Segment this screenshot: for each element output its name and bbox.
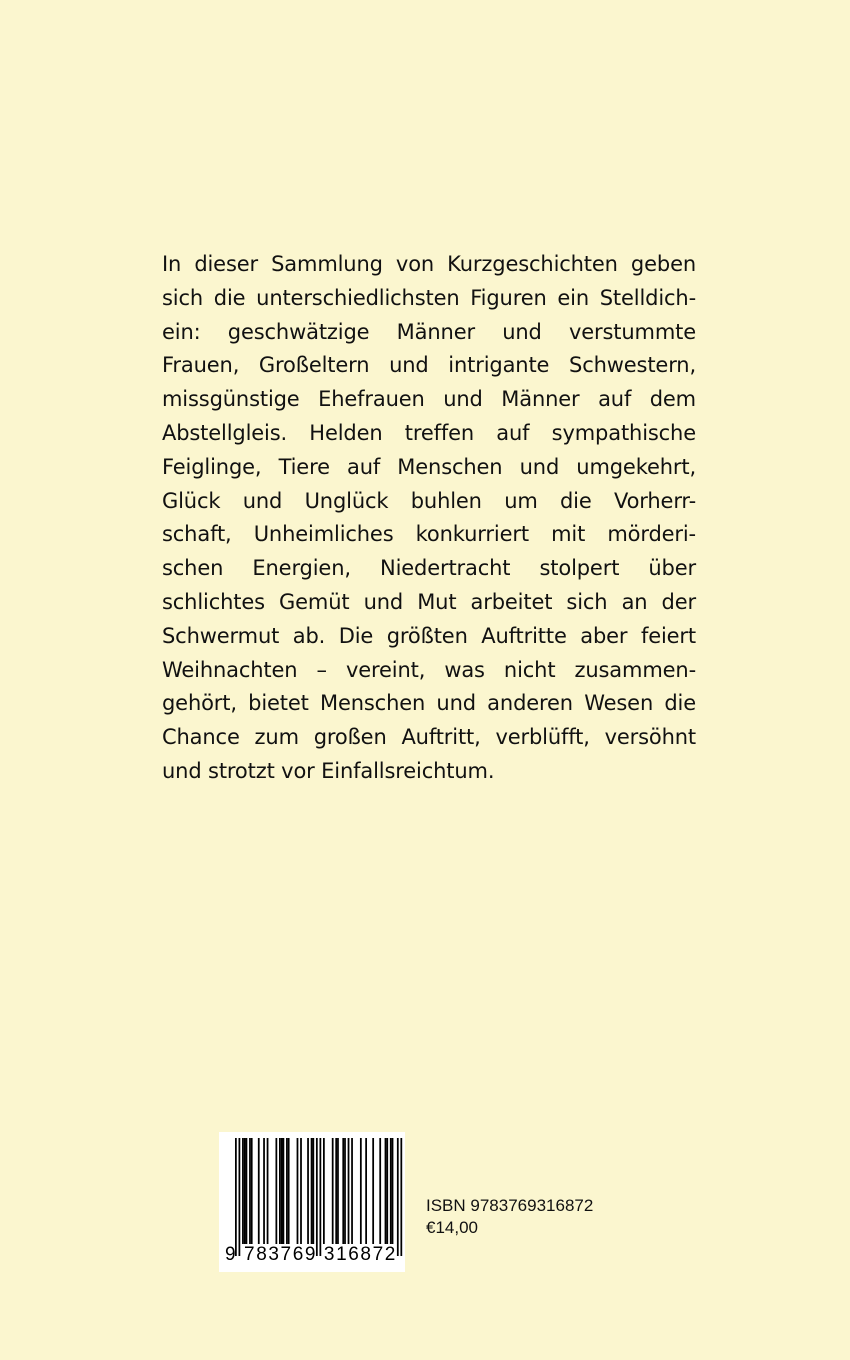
barcode-bar [242,1138,244,1244]
barcode-bar [348,1138,350,1244]
blurb-line: schlichtes Gemüt und Mut arbeitet sich an der [162,589,696,614]
barcode-bar [351,1138,353,1244]
blurb-line: Schwermut ab. Die größten Auftritte aber feiert [162,623,696,648]
blurb-line: und strotzt vor Einfallsreichtum. [162,758,495,783]
price-label: €14,00 [426,1218,478,1237]
barcode-bar [281,1138,283,1244]
barcode-bar [283,1138,285,1244]
barcode-bar [244,1138,246,1244]
barcode-bar [397,1138,399,1256]
isbn-label: ISBN 9783769316872 [426,1196,594,1215]
blurb-line: In dieser Sammlung von Kurzgeschichten geben [162,252,696,276]
barcode-bar [372,1138,374,1244]
barcode-digits: 9 783769 316872 [225,1244,397,1265]
blurb-line: schaft, Unheimliches konkurriert mit mörderi- [162,522,696,547]
barcode-bar [400,1138,402,1256]
blurb-line: missgünstige Ehefrauen und Männer auf dem [162,387,696,412]
barcode-bar [390,1138,392,1244]
barcode-bar [312,1138,314,1244]
blurb-line: Abstellgleis. Helden treffen auf sympathische [162,420,696,445]
barcode-bar [342,1138,344,1244]
barcode-bar [288,1138,290,1244]
blurb-line: gehört, bietet Menschen und anderen Wesen die [162,691,696,716]
barcode-bar [360,1138,362,1244]
barcode-bar [307,1138,309,1244]
blurb-line: Feiglinge, Tiere auf Menschen und umgekehrt, [162,454,696,479]
barcode-bar [275,1138,277,1244]
barcode-bar [332,1138,334,1244]
barcode-bar [263,1138,265,1244]
barcode-bar [337,1138,339,1244]
barcode-bar [319,1138,321,1256]
barcode-bar [251,1138,253,1244]
barcode-bar [344,1138,346,1244]
isbn-info [426,1195,593,1239]
barcode-bar [323,1138,325,1244]
blurb-line: sich die unterschiedlichsten Figuren ein Stelldich- [162,285,696,310]
barcode-bar [239,1138,241,1256]
blurb-line: Weihnachten – vereint, was nicht zusammen- [162,657,696,682]
blurb-line: Frauen, Großeltern und intrigante Schwestern, [162,353,696,378]
back-cover-blurb [162,248,696,789]
barcode [219,1132,405,1272]
barcode-bar [267,1138,269,1244]
barcode-bar [249,1138,251,1244]
barcode-bar [286,1138,288,1244]
blurb-line: Glück und Unglück buhlen um die Vorherr- [162,488,696,513]
barcode-bar [335,1138,337,1244]
barcode-bar [235,1138,237,1256]
barcode-bar [365,1138,367,1244]
barcode-bar [316,1138,318,1256]
barcode-bar [392,1138,394,1244]
barcode-bar [379,1138,381,1244]
barcode-bar [279,1138,281,1244]
blurb-line: Chance zum großen Auftritt, verblüfft, versöhnt [162,725,696,750]
barcode-bar [258,1138,260,1244]
barcode-bar [386,1138,388,1244]
barcode-bar [300,1138,302,1244]
barcode-bar [297,1138,299,1244]
barcode-bar [385,1138,387,1244]
barcode-bar [311,1138,313,1244]
blurb-line: schen Energien, Niedertracht stolpert über [162,556,696,581]
blurb-line: ein: geschwätzige Männer und verstummte [162,319,696,344]
barcode-bar [246,1138,248,1244]
